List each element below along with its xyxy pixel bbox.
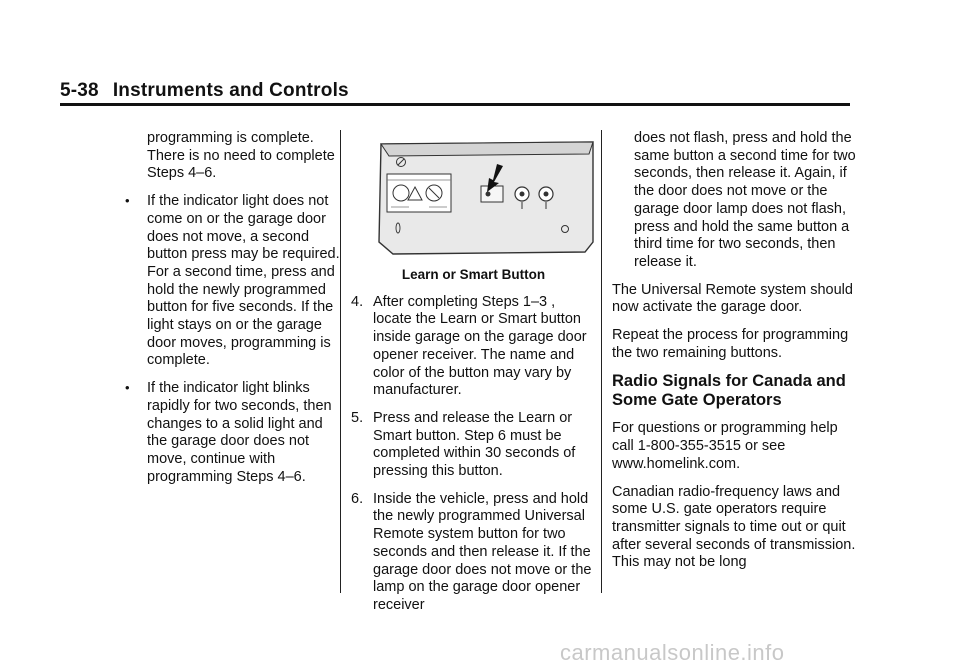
paragraph: For questions or programming help call 1-800-355-3515 or see www.homelink.com. [612,420,838,472]
step-text: Press and release the Learn or Smart button. Step 6 must be completed within 30 seconds of pressing this button. [373,409,576,480]
watermark: carmanualsonline.info [560,640,785,665]
garage-opener-panel-illustration [363,130,595,256]
step-number: 4. [351,293,364,310]
paragraph: programming is complete. There is no need to complete Steps 4–6. [147,130,335,182]
section-title: Instruments and Controls [112,80,349,101]
paragraph: The Universal Remote system should now activate the garage door. [612,281,853,316]
bullet-item: • If the indicator light does not come on or the garage door does not move, a second button press may be required. For a second time, press and hold the newly programmed button for five seconds. If the light stays on or the garage door moves, programming is complete. [147,193,340,370]
column-3 [612,130,857,582]
step-item [351,410,596,481]
step-text: Inside the vehicle, press and hold the newly programmed Universal Remote system button for two seconds and then release it. If the garage door does not move or the lamp on the garage door opener receiver [373,490,592,613]
step-number: 6. [351,490,364,507]
figure-caption: Learn or Smart Button [401,267,546,282]
column-divider [340,130,341,593]
bullet-item: • If the indicator light blinks rapidly for two seconds, then changes to a solid light and the garage door does not move, continue with programming Steps 4–6. [147,380,340,486]
column-divider [601,130,602,593]
step-item [351,294,596,400]
column-1 [125,130,340,496]
step-text: After completing Steps 1–3 , locate the Learn or Smart button inside garage on the garage door opener receiver. The name and color of the button may vary by manufacturer. [373,293,587,399]
step-item [351,491,596,615]
step-number: 5. [351,409,364,426]
paragraph: Canadian radio-frequency laws and some U.S. gate operators require transmitter signals to time out or quit after several seconds of transmission. This may not be long [612,483,856,571]
page-number: 5-38 [60,80,99,101]
section-subheading: Radio Signals for Canada and Some Gate Operators [612,372,846,410]
paragraph: Repeat the process for programming the two remaining buttons. [612,327,849,361]
header-rule [60,103,850,106]
column-2 [351,130,596,625]
page-header [60,80,349,102]
paragraph: does not flash, press and hold the same button a second time for two seconds, then release it. Again, if the door does not move or the garage door lamp does not flash, press and hold the same button a third time for two seconds, then release it. [634,130,856,270]
